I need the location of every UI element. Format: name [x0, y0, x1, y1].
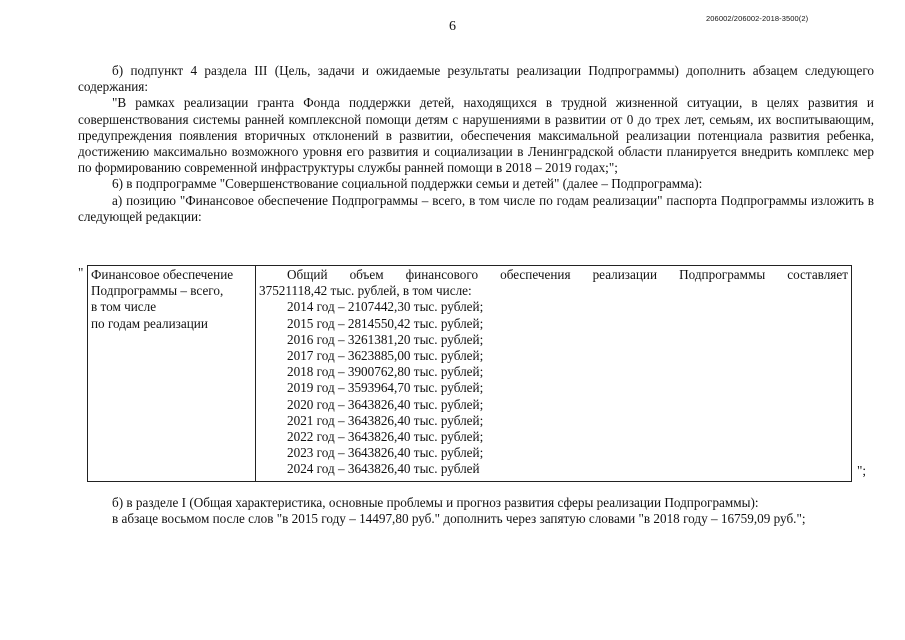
label-line: Финансовое обеспечение — [91, 267, 234, 282]
funding-table-block — [78, 265, 874, 485]
year-funding-line: 2018 год – 3900762,80 тыс. рублей; — [287, 364, 484, 380]
paragraph-quoted-text: "В рамках реализации гранта Фонда поддержки детей, находящихся в трудной жизненной ситуации, в целях развития и совершенствования системы ранней комплексной помощи детям с нарушениями в развитии от 0 до трех лет, семьям, их воспитывающим, предупреждения появления вторичных отклонений в развитии, обеспечения максимальной реализации потенциала развития ребенка, достижению максимально возможного уровня его развития и социализации в Ленинградской области планируется внедрить комплекс мер по формированию современной инфраструктуры службы ранней помощи в 2018 – 2019 годах;"; — [78, 95, 874, 176]
year-funding-line: 2022 год – 3643826,40 тыс. рублей; — [287, 429, 484, 445]
page-number: 6 — [449, 19, 456, 34]
funding-label-cell — [88, 266, 256, 482]
funding-values-cell — [256, 266, 852, 482]
paragraph-subprogram: 6) в подпрограмме "Совершенствование социальной поддержки семьи и детей" (далее – Подпрограмма): — [112, 176, 703, 192]
year-funding-line: 2019 год – 3593964,70 тыс. рублей; — [287, 380, 484, 396]
total-funding-amount: 37521118,42 тыс. рублей, в том числе: — [259, 283, 472, 299]
year-funding-line: 2014 год – 2107442,30 тыс. рублей; — [287, 299, 484, 315]
label-line: Подпрограммы – всего, — [91, 283, 224, 299]
paragraph-passport-position: а) позицию "Финансовое обеспечение Подпрограммы – всего, в том числе по годам реализации" паспорта Подпрограммы изложить в следующей редакции: — [78, 192, 874, 224]
paragraph-eighth-clause: в абзаце восьмом после слов "в 2015 году – 14497,80 руб." дополнить через запятую словами "в 2018 году – 16759,09 руб."; — [112, 511, 806, 527]
document-body-continued — [78, 495, 874, 527]
opening-quote: " — [78, 265, 84, 280]
document-code: 206002/206002-2018-3500(2) — [706, 14, 809, 23]
year-funding-line: 2024 год – 3643826,40 тыс. рублей — [287, 461, 480, 477]
document-body — [78, 63, 874, 225]
label-line: в том числе — [91, 299, 157, 315]
funding-table — [87, 265, 852, 482]
table-row — [88, 266, 852, 482]
closing-quote: "; — [857, 463, 867, 478]
year-funding-line: 2017 год – 3623885,00 тыс. рублей; — [287, 348, 484, 364]
total-funding-line: Общий объем финансового обеспечения реализации Подпрограммы составляет — [287, 267, 848, 282]
year-funding-line: 2015 год – 2814550,42 тыс. рублей; — [287, 315, 484, 331]
year-funding-line: 2020 год – 3643826,40 тыс. рублей; — [287, 396, 484, 412]
year-funding-line: 2016 год – 3261381,20 тыс. рублей; — [287, 331, 484, 347]
year-funding-line: 2023 год – 3643826,40 тыс. рублей; — [287, 445, 484, 461]
paragraph-amendment-subitem: б) подпункт 4 раздела III (Цель, задачи и ожидаемые результаты реализации Подпрограммы) дополнить абзацем следующего содержания: — [78, 63, 874, 95]
paragraph-section-one: б) в разделе I (Общая характеристика, основные проблемы и прогноз развития сферы реализации Подпрограммы): — [112, 495, 759, 510]
year-funding-line: 2021 год – 3643826,40 тыс. рублей; — [287, 412, 484, 428]
label-line: по годам реализации — [91, 315, 208, 331]
